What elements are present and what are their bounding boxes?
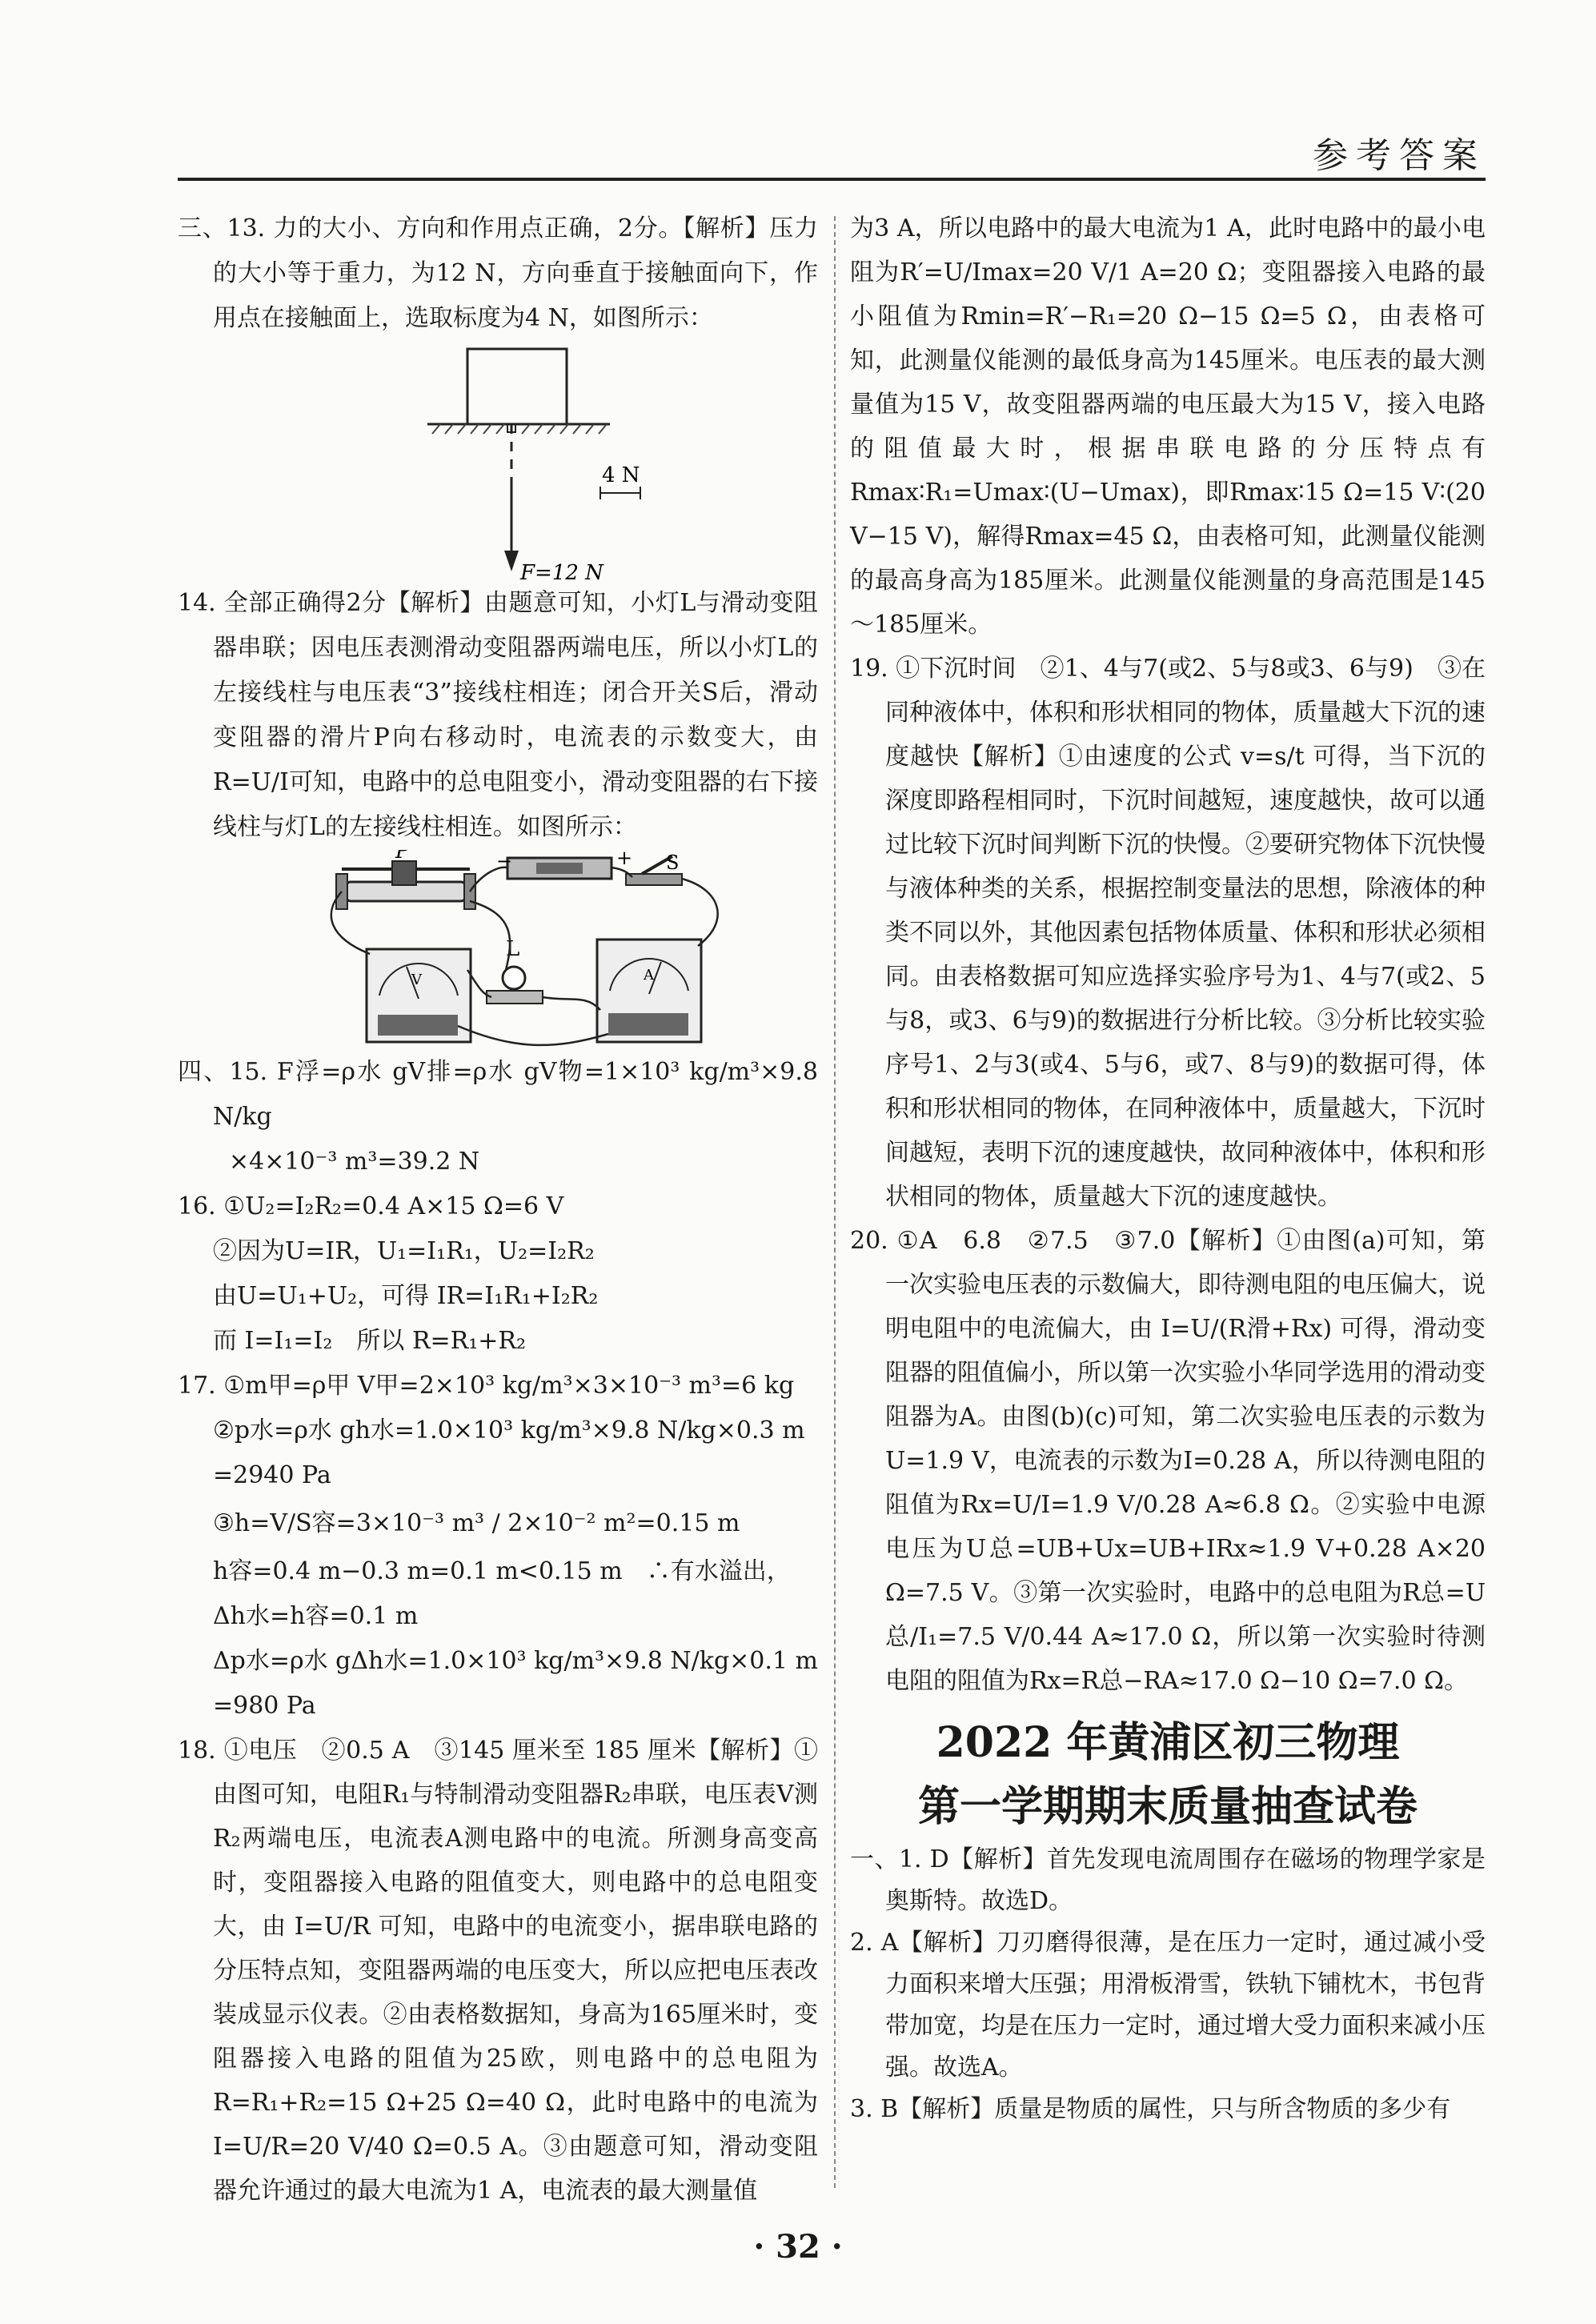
right-column <box>850 206 1486 2130</box>
rheostat-slider <box>392 861 416 885</box>
page-header-title: 参考答案 <box>1313 135 1486 176</box>
answer-16-line1: 16. ①U₂=I₂R₂=0.4 A×15 Ω=6 V <box>178 1192 564 1220</box>
column-divider <box>834 216 836 2188</box>
answer-15-line2: ×4×10⁻³ m³=39.2 N <box>229 1148 480 1176</box>
answer-17-line4: ③h=V/S容=3×10⁻³ m³ / 2×10⁻² m²=0.15 m <box>213 1509 740 1537</box>
block-shape <box>467 349 567 424</box>
answer-17-line2: ②p水=ρ水 gh水=1.0×10³ kg/m³×9.8 N/kg×0.3 m <box>213 1416 805 1444</box>
answer-16-line2: ②因为U=IR，U₁=I₁R₁，U₂=I₂R₂ <box>213 1237 595 1265</box>
battery-minus: − <box>496 850 513 872</box>
answer-16-line4: 而 I=I₁=I₂ 所以 R=R₁+R₂ <box>213 1327 527 1355</box>
left-column <box>178 206 818 2213</box>
surface-hatching <box>432 424 607 434</box>
switch <box>626 874 682 885</box>
answer-s3: 3. B【解析】质量是物质的属性，只与所含物质的多少有 <box>850 2095 1451 2123</box>
section-title-line2: 第一学期期末质量抽查试卷 <box>917 1782 1418 1831</box>
answer-15-line1: 四、15. F浮=ρ水 gV排=ρ水 gV物=1×10³ kg/m³×9.8 N/kg <box>178 1058 818 1131</box>
force-label: F=12 N <box>520 561 604 581</box>
answer-13: 三、13. 力的大小、方向和作用点正确，2分。【解析】压力的大小等于重力，为12 N，方向垂直于接触面向下，作用点在接触面上，选取标度为4 N，如图所示： <box>178 214 818 332</box>
lamp <box>503 967 525 989</box>
ammeter <box>597 940 701 1042</box>
lamp-label: L <box>506 937 520 961</box>
figure-circuit-diagram <box>178 850 818 1050</box>
switch-label: S <box>666 851 680 874</box>
answer-17-line6: Δh水=h容=0.1 m <box>213 1602 419 1630</box>
page-number: · 32 · <box>753 2228 843 2266</box>
slider-label: P <box>395 850 410 863</box>
circuit-diagram-svg <box>178 850 818 1050</box>
answer-16-line3: 由U=U₁+U₂，可得 IR=I₁R₁+I₂R₂ <box>213 1282 599 1310</box>
answer-20: 20. ①A 6.8 ②7.5 ③7.0【解析】①由图(a)可知，第一次实验电压表的示数偏大，即待测电阻的电压偏大，说明电阻中的电流偏大，由 I=U/(R滑+Rx) 可得，滑动变阻器的阻值偏小，所以第一次实验小华同学选用的滑动变阻器为A。由图(b)(c)可知，第二次实验电压表的示数为U=1.9 V，电流表的示数为I=0.28 A，所以待测电阻的阻值为Rx=U/I=1.9 V/0.28 A≈6.8 Ω。②实验中电源电压为U总=UB+Ux=UB+IRx≈1.9 V+0.28 A×20 Ω=7.5 V。③第一次实验时，电路中的总电阻为R总=U总/I₁=7.5 V/0.44 A≈17.0 Ω，所以第一次实验时待测电阻的阻值为Rx=R总−RA≈17.0 Ω−10 Ω=7.0 Ω。 <box>850 1227 1486 1695</box>
header-rule <box>178 178 1486 181</box>
voltmeter <box>367 949 471 1042</box>
answer-17-line7: Δp水=ρ水 gΔh水=1.0×10³ kg/m³×9.8 N/kg×0.1 m <box>213 1647 819 1675</box>
answer-19: 19. ①下沉时间 ②1、4与7(或2、5与8或3、6与9) ③在同种液体中，体积和形状相同的物体，质量越大下沉的速度越快【解析】①由速度的公式 v=s/t 可得，当下沉的深度即路程相同时，下沉时间越短，速度越快，故可以通过比较下沉时间判断下沉的快慢。②要研究物体下沉快慢与液体种类的关系，根据控制变量法的思想，除液体的种类不同以外，其他因素包括物体质量、体积和形状必须相同。由表格数据可知应选择实验序号为1、4与7(或2、5与8，或3、6与9)的数据进行分析比较。③分析比较实验序号1、2与3(或4、5与6，或7、8与9)的数据可得，体积和形状相同的物体，在同种液体中，质量越大，下沉时间越短，表明下沉的速度越快，故同种液体中，体积和形状相同的物体，质量越大下沉的速度越快。 <box>850 655 1486 1211</box>
answer-17-line8: =980 Pa <box>213 1692 316 1720</box>
force-arrow-head <box>504 551 519 571</box>
answer-17-line1: 17. ①m甲=ρ甲 V甲=2×10³ kg/m³×3×10⁻³ m³=6 kg <box>178 1372 795 1400</box>
svg-text:V: V <box>411 972 422 988</box>
answer-17-line5: h容=0.4 m−0.3 m=0.1 m<0.15 m ∴有水溢出， <box>213 1557 791 1585</box>
answer-s2: 2. A【解析】刀刃磨得很薄，是在压力一定时，通过减小受力面积来增大压强；用滑板滑雪，铁轨下铺枕木，书包背带加宽，均是在压力一定时，通过增大受力面积来减小压强。故选A。 <box>850 1929 1486 2082</box>
answer-18: 18. ①电压 ②0.5 A ③145 厘米至 185 厘米【解析】①由图可知，电阻R₁与特制滑动变阻器R₂串联，电压表V测R₂两端电压，电流表A测电路中的电流。所测身高变高时，变阻器接入电路的阻值变大，则电路中的总电阻变大，由 I=U/R 可知，电路中的电流变小，据串联电路的分压特点知，变阻器两端的电压变大，所以应把电压表改装成显示仪表。②由表格数据知，身高为165厘米时，变阻器接入电路的阻值为25欧，则电路中的总电阻为R=R₁+R₂=15 Ω+25 Ω=40 Ω，此时电路中的电流为 I=U/R=20 V/40 Ω=0.5 A。③由题意可知，滑动变阻器允许通过的最大电流为1 A，电流表的最大测量值 <box>178 1737 818 2205</box>
battery-plus: + <box>616 850 633 869</box>
answer-14: 14. 全部正确得2分【解析】由题意可知，小灯L与滑动变阻器串联；因电压表测滑动变阻器两端电压，所以小灯L的左接线柱与电压表“3”接线柱相连；闭合开关S后，滑动变阻器的滑片P向右移动时，电流表的示数变大，由R=U/I可知，电路中的总电阻变小，滑动变阻器的右下接线柱与灯L的左接线柱相连。如图所示： <box>178 589 818 841</box>
answer-s1: 一、1. D【解析】首先发现电流周围存在磁场的物理学家是奥斯特。故选D。 <box>850 1845 1486 1915</box>
section-title-line1: 2022 年黄浦区初三物理 <box>936 1718 1400 1767</box>
force-diagram-svg <box>178 341 818 581</box>
answer-18-continued: 为3 A，所以电路中的最大电流为1 A，此时电路中的最小电阻为R′=U/Imax=20 V/1 A=20 Ω；变阻器接入电路的最小阻值为Rmin=R′−R₁=20 Ω−15 Ω=5 Ω，由表格可知，此测量仪能测的最低身高为145厘米。电压表的最大测量值为15 V，故变阻器两端的电压最大为15 V，接入电路的阻值最大时，根据串联电路的分压特点有Rmax∶R₁=Umax∶(U−Umax)，即Rmax∶15 Ω=15 V∶(20 V−15 V)，解得Rmax=45 Ω，由表格可知，此测量仪能测的最高身高为185厘米。此测量仪能测量的身高范围是145～185厘米。 <box>850 214 1486 639</box>
svg-text:A: A <box>644 967 654 984</box>
scale-label: 4 N <box>602 463 640 487</box>
answer-17-line3: =2940 Pa <box>213 1461 331 1489</box>
figure-force-diagram <box>178 341 818 581</box>
